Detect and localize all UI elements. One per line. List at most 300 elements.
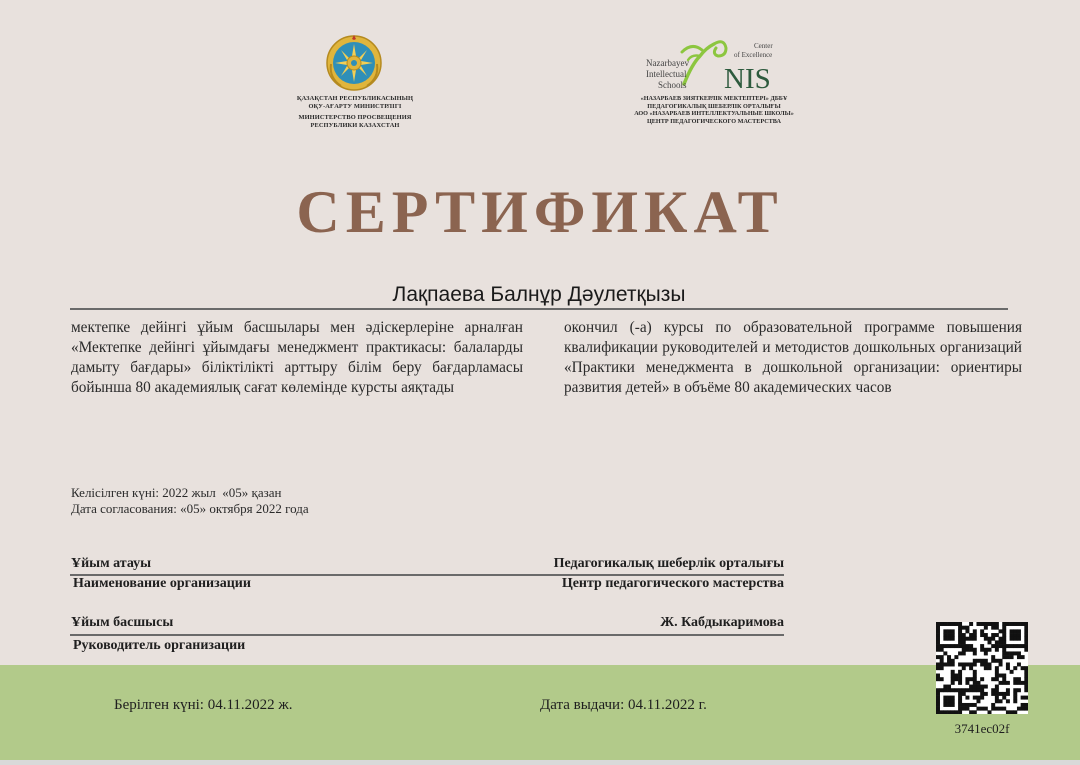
qr-module	[988, 648, 992, 652]
qr-module	[1010, 655, 1014, 659]
qr-module	[962, 633, 966, 637]
qr-module	[980, 633, 984, 637]
qr-module	[940, 644, 944, 648]
qr-module	[965, 637, 969, 641]
qr-module	[1006, 666, 1010, 670]
qr-module	[936, 692, 940, 696]
qr-module	[965, 703, 969, 707]
qr-module	[936, 637, 940, 641]
qr-module	[988, 622, 992, 626]
qr-module	[1017, 688, 1021, 692]
qr-module	[1024, 648, 1028, 652]
qr-module	[958, 640, 962, 644]
qr-module	[980, 648, 984, 652]
org-name-value-kz: Педагогикалық шеберлік орталығы	[553, 556, 784, 571]
qr-module	[954, 677, 958, 681]
qr-module	[1017, 633, 1021, 637]
qr-module	[1013, 633, 1017, 637]
nis-right-line-1: Center	[754, 42, 773, 50]
qr-module	[940, 677, 944, 681]
qr-module	[965, 662, 969, 666]
qr-module	[1017, 622, 1021, 626]
qr-module	[991, 655, 995, 659]
qr-module	[936, 640, 940, 644]
qr-code-icon[interactable]	[936, 622, 1028, 714]
qr-module	[984, 662, 988, 666]
qr-module	[1010, 710, 1014, 714]
qr-module	[947, 688, 951, 692]
qr-module	[995, 644, 999, 648]
qr-module	[940, 710, 944, 714]
qr-module	[958, 710, 962, 714]
qr-module	[951, 710, 955, 714]
qr-module	[965, 681, 969, 685]
qr-module	[988, 662, 992, 666]
qr-module	[1010, 629, 1014, 633]
qr-module	[1024, 640, 1028, 644]
qr-module	[936, 710, 940, 714]
qr-module	[943, 651, 947, 655]
qr-module	[976, 681, 980, 685]
qr-module	[1010, 651, 1014, 655]
qr-module	[1024, 688, 1028, 692]
qr-module	[976, 699, 980, 703]
qr-module	[947, 637, 951, 641]
qr-module	[1006, 681, 1010, 685]
qr-module	[1010, 644, 1014, 648]
qr-module	[1002, 648, 1006, 652]
qr-module	[1002, 651, 1006, 655]
qr-module	[995, 648, 999, 652]
qr-module	[958, 688, 962, 692]
qr-module	[1006, 622, 1010, 626]
qr-module	[973, 681, 977, 685]
qr-module	[1017, 662, 1021, 666]
qr-module	[962, 640, 966, 644]
qr-module	[951, 699, 955, 703]
qr-module	[951, 633, 955, 637]
qr-module	[980, 685, 984, 689]
qr-module	[1017, 707, 1021, 711]
qr-module	[980, 659, 984, 663]
qr-module	[995, 633, 999, 637]
qr-module	[991, 692, 995, 696]
qr-module	[958, 633, 962, 637]
certificate-text-ru: окончил (-а) курсы по образовательной программе повышения квалификации руководителей и методистов дошкольных организаций «Практики менеджмента в дошкольной организации: ориентиры развития детей» в объёме 80 академических часов	[564, 319, 1022, 396]
qr-module	[1002, 640, 1006, 644]
qr-module	[947, 699, 951, 703]
qr-module	[943, 629, 947, 633]
qr-module	[962, 626, 966, 630]
nis-left-line-3: Schools	[658, 80, 687, 90]
footer-edge	[0, 760, 1080, 765]
qr-module	[1017, 651, 1021, 655]
qr-module	[1013, 644, 1017, 648]
qr-module	[991, 633, 995, 637]
qr-module	[973, 648, 977, 652]
qr-module	[1024, 637, 1028, 641]
qr-module	[936, 666, 940, 670]
qr-module	[999, 707, 1003, 711]
qr-module	[973, 685, 977, 689]
qr-module	[995, 696, 999, 700]
qr-module	[980, 622, 984, 626]
qr-module	[958, 644, 962, 648]
qr-module	[1024, 696, 1028, 700]
qr-module	[943, 633, 947, 637]
qr-module	[943, 699, 947, 703]
qr-module	[936, 622, 940, 626]
qr-module	[958, 703, 962, 707]
qr-module	[1013, 629, 1017, 633]
qr-module	[940, 648, 944, 652]
qr-module	[965, 626, 969, 630]
qr-module	[969, 648, 973, 652]
qr-module	[936, 662, 940, 666]
qr-module	[962, 648, 966, 652]
qr-module	[965, 688, 969, 692]
qr-module	[1013, 692, 1017, 696]
qr-module	[947, 703, 951, 707]
qr-module	[973, 696, 977, 700]
agreement-dates	[71, 485, 309, 517]
qr-module	[1021, 703, 1025, 707]
qr-module	[1002, 644, 1006, 648]
qr-module	[1013, 699, 1017, 703]
qr-module	[988, 637, 992, 641]
qr-module	[980, 677, 984, 681]
qr-module	[999, 692, 1003, 696]
qr-module	[1013, 681, 1017, 685]
qr-module	[1006, 644, 1010, 648]
qr-module	[984, 622, 988, 626]
qr-module	[999, 644, 1003, 648]
qr-module	[1024, 677, 1028, 681]
qr-module	[984, 692, 988, 696]
qr-module	[1021, 655, 1025, 659]
qr-module	[984, 685, 988, 689]
qr-module	[936, 674, 940, 678]
qr-module	[995, 626, 999, 630]
nis-right-line-2: of Excellence	[734, 51, 773, 59]
qr-module	[936, 703, 940, 707]
qr-module	[962, 666, 966, 670]
qr-module	[999, 629, 1003, 633]
qr-module	[1006, 692, 1010, 696]
qr-module	[991, 622, 995, 626]
certificate-text-kz: мектепке дейінгі ұйым басшылары мен әдіскерлеріне арналған «Мектепке дейінгі ұйымдағы менеджмент практикасы: балаларды дамыту бағдары» біліктілікті арттыру білім беру бағдарламасы бойынша 80 академиялық сағат көлемінде курсты аяқтады	[71, 319, 523, 396]
qr-module	[951, 622, 955, 626]
nis-line-3: АОО «НАЗАРБАЕВ ИНТЕЛЛЕКТУАЛЬНЫЕ ШКОЛЫ»	[634, 110, 794, 118]
qr-module	[958, 651, 962, 655]
qr-module	[962, 651, 966, 655]
qr-module	[973, 659, 977, 663]
qr-module	[943, 685, 947, 689]
qr-module	[951, 696, 955, 700]
qr-module	[999, 659, 1003, 663]
qr-module	[1013, 666, 1017, 670]
agreement-date-ru: Дата согласования: «05» октября 2022 года	[71, 501, 309, 516]
qr-module	[947, 696, 951, 700]
qr-module	[951, 670, 955, 674]
org-head-divider	[70, 634, 784, 636]
qr-module	[976, 696, 980, 700]
qr-module	[962, 688, 966, 692]
qr-module	[947, 655, 951, 659]
qr-module	[1002, 674, 1006, 678]
qr-module	[969, 666, 973, 670]
qr-module	[947, 710, 951, 714]
org-name-label-kz: Ұйым атауы	[71, 556, 152, 571]
nis-org-name	[622, 95, 806, 125]
qr-module	[976, 622, 980, 626]
qr-module	[1006, 699, 1010, 703]
qr-module	[1024, 703, 1028, 707]
qr-module	[980, 644, 984, 648]
qr-module	[973, 633, 977, 637]
qr-module	[1002, 633, 1006, 637]
qr-module	[999, 699, 1003, 703]
qr-module	[951, 677, 955, 681]
qr-module	[991, 707, 995, 711]
qr-module	[1017, 629, 1021, 633]
qr-module	[965, 648, 969, 652]
qr-module	[1024, 644, 1028, 648]
qr-module	[936, 688, 940, 692]
qr-module	[951, 674, 955, 678]
qr-module	[965, 707, 969, 711]
org-head-value: Ж. Кабдыкаримова	[660, 615, 784, 630]
qr-module	[969, 662, 973, 666]
qr-module	[936, 626, 940, 630]
qr-module	[969, 677, 973, 681]
qr-module	[958, 662, 962, 666]
qr-module	[991, 677, 995, 681]
qr-module	[954, 655, 958, 659]
qr-module	[1002, 696, 1006, 700]
qr-module	[1013, 637, 1017, 641]
qr-module	[954, 674, 958, 678]
qr-module	[1017, 655, 1021, 659]
qr-module	[999, 640, 1003, 644]
qr-module	[943, 662, 947, 666]
qr-module	[936, 677, 940, 681]
qr-module	[1021, 644, 1025, 648]
qr-module	[1024, 629, 1028, 633]
qr-module	[947, 644, 951, 648]
qr-module	[1006, 710, 1010, 714]
org-name-label-ru: Наименование организации	[73, 576, 251, 591]
state-emblem-icon	[325, 34, 383, 92]
qr-module	[951, 681, 955, 685]
qr-module	[936, 633, 940, 637]
qr-module	[1006, 651, 1010, 655]
qr-module	[995, 707, 999, 711]
qr-module	[1024, 681, 1028, 685]
recipient-underline	[70, 308, 1008, 310]
qr-module	[1024, 674, 1028, 678]
qr-module	[936, 707, 940, 711]
qr-module	[1002, 622, 1006, 626]
qr-module	[976, 688, 980, 692]
qr-module	[995, 666, 999, 670]
qr-module	[947, 629, 951, 633]
qr-module	[1013, 688, 1017, 692]
qr-module	[943, 688, 947, 692]
qr-module	[988, 710, 992, 714]
qr-module	[969, 703, 973, 707]
qr-module	[936, 648, 940, 652]
qr-module	[980, 696, 984, 700]
qr-module	[1021, 696, 1025, 700]
qr-module	[995, 692, 999, 696]
qr-module	[991, 703, 995, 707]
qr-module	[984, 659, 988, 663]
qr-module	[1002, 629, 1006, 633]
qr-module	[965, 629, 969, 633]
ministry-line-ru-1: МИНИСТЕРСТВО ПРОСВЕЩЕНИЯ	[298, 114, 412, 122]
qr-module	[999, 662, 1003, 666]
qr-module	[940, 655, 944, 659]
qr-module	[984, 651, 988, 655]
qr-module	[1002, 637, 1006, 641]
qr-module	[980, 662, 984, 666]
qr-module	[984, 626, 988, 630]
qr-module	[969, 622, 973, 626]
qr-module	[951, 637, 955, 641]
qr-module	[995, 677, 999, 681]
nis-line-2: ПЕДАГОГИКАЛЫҚ ШЕБЕРЛІК ОРТАЛЫҒЫ	[647, 102, 781, 110]
qr-module	[988, 666, 992, 670]
qr-module	[943, 644, 947, 648]
qr-module	[1013, 710, 1017, 714]
qr-module	[1024, 666, 1028, 670]
qr-module	[962, 692, 966, 696]
qr-module	[973, 662, 977, 666]
qr-module	[936, 644, 940, 648]
qr-module	[980, 629, 984, 633]
qr-module	[1013, 651, 1017, 655]
qr-module	[1002, 707, 1006, 711]
qr-module	[962, 644, 966, 648]
qr-module	[958, 707, 962, 711]
qr-module	[995, 659, 999, 663]
qr-module	[962, 703, 966, 707]
qr-module	[999, 681, 1003, 685]
qr-module	[940, 662, 944, 666]
qr-module	[995, 670, 999, 674]
qr-module	[984, 666, 988, 670]
qr-module	[980, 688, 984, 692]
qr-module	[1024, 626, 1028, 630]
qr-module	[984, 637, 988, 641]
qr-module	[958, 637, 962, 641]
qr-module	[1024, 670, 1028, 674]
qr-module	[1021, 707, 1025, 711]
nis-logo-icon	[640, 30, 790, 94]
qr-module	[965, 644, 969, 648]
recipient-name: Лақпаева Балнұр Дәулетқызы	[392, 283, 686, 306]
qr-module	[951, 659, 955, 663]
qr-module	[1017, 644, 1021, 648]
qr-module	[965, 677, 969, 681]
qr-module	[1021, 622, 1025, 626]
qr-module	[991, 688, 995, 692]
qr-module	[1017, 681, 1021, 685]
qr-module	[969, 637, 973, 641]
qr-module	[1024, 633, 1028, 637]
certificate-title: СЕРТИФИКАТ	[296, 179, 784, 245]
qr-module	[958, 692, 962, 696]
nis-line-1: «НАЗАРБАЕВ ЗИЯТКЕРЛІК МЕКТЕПТЕРІ» ДББҰ	[640, 95, 788, 102]
qr-module	[951, 703, 955, 707]
qr-module	[1024, 685, 1028, 689]
qr-module	[947, 622, 951, 626]
qr-module	[995, 688, 999, 692]
agreement-date-kz: Келісілген күні: 2022 жыл «05» қазан	[71, 485, 282, 500]
qr-module	[991, 637, 995, 641]
ministry-line-ru-2: РЕСПУБЛИКИ КАЗАХСТАН	[310, 121, 400, 129]
qr-module	[943, 710, 947, 714]
qr-module	[1013, 677, 1017, 681]
qr-module	[969, 633, 973, 637]
qr-module	[951, 688, 955, 692]
qr-module	[1010, 633, 1014, 637]
qr-module	[940, 622, 944, 626]
qr-module	[947, 662, 951, 666]
qr-module	[1021, 681, 1025, 685]
qr-module	[958, 674, 962, 678]
qr-module	[947, 633, 951, 637]
qr-module	[973, 674, 977, 678]
org-head-label-ru: Руководитель организации	[73, 638, 246, 653]
qr-module	[965, 696, 969, 700]
qr-module	[943, 703, 947, 707]
qr-module	[962, 707, 966, 711]
qr-module	[958, 622, 962, 626]
qr-module	[1006, 655, 1010, 659]
qr-module	[1002, 655, 1006, 659]
qr-module	[984, 633, 988, 637]
qr-module	[936, 699, 940, 703]
qr-module	[943, 696, 947, 700]
qr-module	[962, 662, 966, 666]
issue-date-ru: Дата выдачи: 04.11.2022 г.	[540, 697, 707, 713]
qr-module	[991, 644, 995, 648]
qr-module	[991, 659, 995, 663]
qr-module	[947, 685, 951, 689]
qr-module	[1006, 662, 1010, 666]
qr-module	[1017, 677, 1021, 681]
qr-module	[999, 674, 1003, 678]
qr-module	[973, 703, 977, 707]
qr-module	[1002, 692, 1006, 696]
nis-left-line-1: Nazarbayev	[646, 58, 689, 68]
qr-module	[969, 688, 973, 692]
qr-module	[1002, 681, 1006, 685]
qr-module	[980, 707, 984, 711]
qr-module	[995, 685, 999, 689]
qr-module	[940, 688, 944, 692]
qr-module	[951, 629, 955, 633]
qr-module	[1013, 696, 1017, 700]
qr-module	[1021, 666, 1025, 670]
qr-module	[947, 659, 951, 663]
qr-module	[995, 640, 999, 644]
qr-module	[973, 670, 977, 674]
ministry-line-kz-2: ОҚУ-АҒАРТУ МИНИСТРЛІГІ	[308, 102, 402, 110]
qr-module	[1010, 622, 1014, 626]
